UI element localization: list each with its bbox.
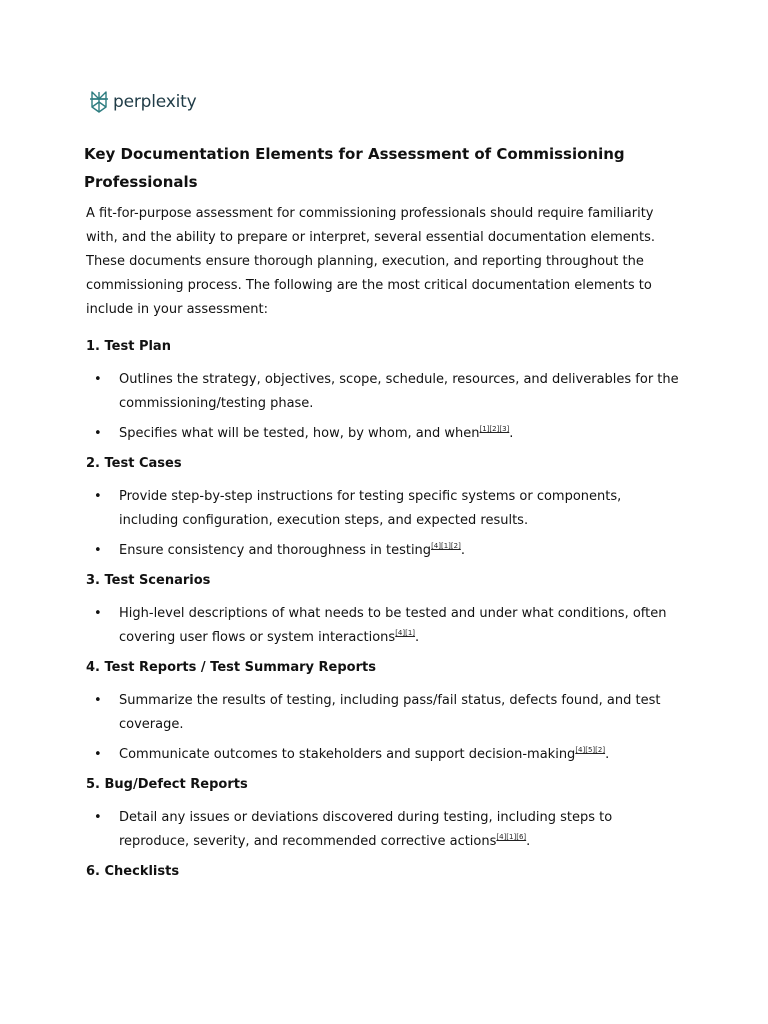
list-item xyxy=(86,422,679,446)
list-item xyxy=(86,806,679,854)
citation-link[interactable]: [4][1][2] xyxy=(431,542,461,550)
bullet-list xyxy=(86,602,686,650)
bullet-list xyxy=(86,368,686,446)
intro-paragraph: A fit-for-purpose assessment for commissioning professionals should require familiarity with, and the ability to prepare or interpret, several essential documentation elements. These documents ensure thorough planning, execution, and reporting throughout the commissioning process. The following are the most critical documentation elements to include in your assessment: xyxy=(86,206,655,317)
section-heading: 1. Test Plan xyxy=(86,339,171,354)
section-heading: 3. Test Scenarios xyxy=(86,573,211,588)
list-item xyxy=(86,602,679,650)
bullet-list xyxy=(86,689,686,767)
bullet-text: Summarize the results of testing, including pass/fail status, defects found, and test coverage. xyxy=(119,693,661,732)
section-heading: 6. Checklists xyxy=(86,864,180,879)
perplexity-logo xyxy=(89,90,196,114)
page-title: Key Documentation Elements for Assessment of Commissioning Professionals xyxy=(84,145,625,191)
list-item xyxy=(86,743,679,767)
section-heading: 4. Test Reports / Test Summary Reports xyxy=(86,660,376,675)
list-item xyxy=(86,689,679,737)
citation-link[interactable]: [4][1][6] xyxy=(496,833,527,841)
bullet-list xyxy=(86,806,686,854)
citation-link[interactable]: [4][5][2] xyxy=(575,746,606,754)
bullet-text: Ensure consistency and thoroughness in testing xyxy=(119,543,432,558)
bullet-text: Outlines the strategy, objectives, scope, schedule, resources, and deliverables for the commissioning/testing phase. xyxy=(119,372,679,411)
bullet-punctuation: . xyxy=(460,543,465,558)
list-item xyxy=(86,539,679,563)
bullet-text: Communicate outcomes to stakeholders and support decision-making xyxy=(119,747,576,762)
bullet-text: High-level descriptions of what needs to be tested and under what conditions, often covering user flows or system interactions xyxy=(119,606,667,645)
bullet-punctuation: . xyxy=(415,630,420,645)
list-item xyxy=(86,368,679,416)
bullet-punctuation: . xyxy=(509,426,514,441)
bullet-text: Provide step-by-step instructions for testing specific systems or components, including configuration, execution steps, and expected results. xyxy=(119,489,622,528)
bullet-text: Specifies what will be tested, how, by whom, and when xyxy=(119,426,480,441)
bullet-list xyxy=(86,485,686,563)
section-heading: 2. Test Cases xyxy=(86,456,182,471)
perplexity-logo-icon xyxy=(89,90,109,114)
list-item xyxy=(86,485,679,533)
citation-link[interactable]: [1][2][3] xyxy=(479,425,510,433)
section-heading: 5. Bug/Defect Reports xyxy=(86,777,248,792)
bullet-text: Detail any issues or deviations discovered during testing, including steps to reproduce, severity, and recommended corrective actions xyxy=(119,810,613,849)
sections-list xyxy=(86,335,686,893)
citation-link[interactable]: [4][1] xyxy=(395,629,416,637)
bullet-punctuation: . xyxy=(605,747,610,762)
logo-text: perplexity xyxy=(113,92,197,112)
bullet-punctuation: . xyxy=(526,834,531,849)
